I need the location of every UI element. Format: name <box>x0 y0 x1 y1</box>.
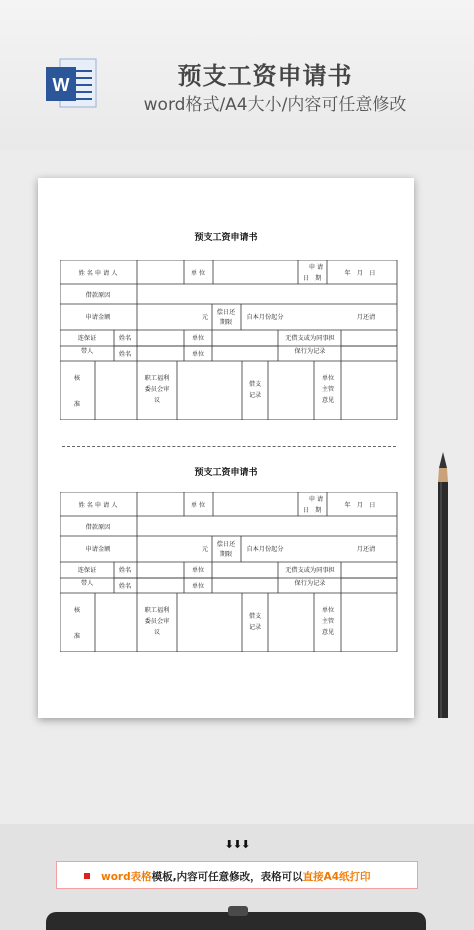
guarantor-name-label-2: 姓名 <box>118 351 132 358</box>
from-month-label: 自本月份起分 <box>246 546 284 553</box>
guarantor-unit-label: 单位 <box>191 335 205 342</box>
welfare-committee-label-2: 委员会审 <box>144 618 170 625</box>
welfare-committee-label: 职工福利 <box>144 375 170 382</box>
welfare-committee-label: 职工福利 <box>144 607 170 614</box>
year-month-day-label: 年 月 日 <box>344 270 376 277</box>
unit-label: 单 位 <box>190 502 206 509</box>
year-month-day-label: 年 月 日 <box>344 502 376 509</box>
approve-label-2: 准 <box>73 401 81 408</box>
down-arrows-icon: ⬇⬇⬇ <box>224 838 250 851</box>
from-month-label: 自本月份起分 <box>246 314 284 321</box>
pencil-icon <box>436 452 450 722</box>
please-char-label: 请 <box>316 264 324 271</box>
bullet-icon <box>84 873 90 879</box>
approve-label: 核 <box>73 375 81 382</box>
guarantor-label-2: 带人 <box>80 580 94 587</box>
approve-label-2: 准 <box>73 633 81 640</box>
apply-amount-label: 申请金额 <box>85 546 111 553</box>
repay-term-label: 期限 <box>219 319 233 326</box>
applicant-name-label: 姓 名 申 请 人 <box>78 270 118 277</box>
liability-record-label-2: 保行为记录 <box>294 580 326 587</box>
date-label: 日 期 <box>302 275 322 282</box>
welfare-committee-label-3: 议 <box>153 397 161 404</box>
unit-label: 单 位 <box>190 270 206 277</box>
header-banner <box>0 0 474 150</box>
page-title: 预支工资申请书 <box>177 62 353 90</box>
guarantor-unit-label-2: 单位 <box>191 351 205 358</box>
please-char-label: 请 <box>316 496 324 503</box>
month-repay-label: 月还清 <box>356 314 376 321</box>
supervisor-opinion-label-2: 主管 <box>321 386 335 393</box>
guarantor-label-2: 带人 <box>80 348 94 355</box>
form-table-bottom <box>60 492 398 652</box>
guarantor-unit-label: 单位 <box>191 567 205 574</box>
supervisor-opinion-label: 单位 <box>321 607 335 614</box>
loan-record-label: 借支 <box>248 613 262 620</box>
apply-char-label: 申 <box>308 264 316 271</box>
approve-label: 核 <box>73 607 81 614</box>
tray-clip <box>228 906 248 916</box>
cut-line <box>62 446 396 447</box>
loan-record-label: 借支 <box>248 381 262 388</box>
page-subtitle: word格式/A4大小/内容可任意修改 <box>143 95 407 115</box>
notice-text: word表格模板,内容可任意修改，表格可以直接A4纸打印 <box>101 871 371 883</box>
loan-record-label-2: 记录 <box>248 624 262 631</box>
applicant-name-label: 姓 名 申 请 人 <box>78 502 118 509</box>
supervisor-opinion-label-2: 主管 <box>321 618 335 625</box>
loan-reason-label: 借款原因 <box>85 292 111 299</box>
repay-term-label: 期限 <box>219 551 233 558</box>
supervisor-opinion-label-3: 意见 <box>321 397 335 404</box>
apply-char-label: 申 <box>308 496 316 503</box>
feature-notice <box>56 861 418 889</box>
liability-record-label: 无借支或为同事担 <box>285 567 335 574</box>
svg-text:W: W <box>52 75 70 95</box>
guarantor-name-label-2: 姓名 <box>118 583 132 590</box>
word-document-icon <box>46 55 98 111</box>
loan-record-label-2: 记录 <box>248 392 262 399</box>
repay-label: 偿日还 <box>216 309 236 316</box>
liability-record-label: 无借支或为同事担 <box>285 335 335 342</box>
guarantor-unit-label-2: 单位 <box>191 583 205 590</box>
date-label: 日 期 <box>302 507 322 514</box>
welfare-committee-label-2: 委员会审 <box>144 386 170 393</box>
supervisor-opinion-label: 单位 <box>321 375 335 382</box>
yuan-unit: 元 <box>201 546 209 553</box>
yuan-unit: 元 <box>201 314 209 321</box>
guarantor-name-label: 姓名 <box>118 567 132 574</box>
document-page <box>38 178 414 718</box>
guarantor-label: 连保证 <box>77 335 97 342</box>
form-title-bottom: 预支工资申请书 <box>194 468 258 478</box>
loan-reason-label: 借款原因 <box>85 524 111 531</box>
apply-amount-label: 申请金额 <box>85 314 111 321</box>
month-repay-label: 月还清 <box>356 546 376 553</box>
repay-label: 偿日还 <box>216 541 236 548</box>
welfare-committee-label-3: 议 <box>153 629 161 636</box>
supervisor-opinion-label-3: 意见 <box>321 629 335 636</box>
liability-record-label-2: 保行为记录 <box>294 348 326 355</box>
guarantor-label: 连保证 <box>77 567 97 574</box>
form-table-top <box>60 260 398 420</box>
guarantor-name-label: 姓名 <box>118 335 132 342</box>
form-title-top: 预支工资申请书 <box>194 233 258 243</box>
